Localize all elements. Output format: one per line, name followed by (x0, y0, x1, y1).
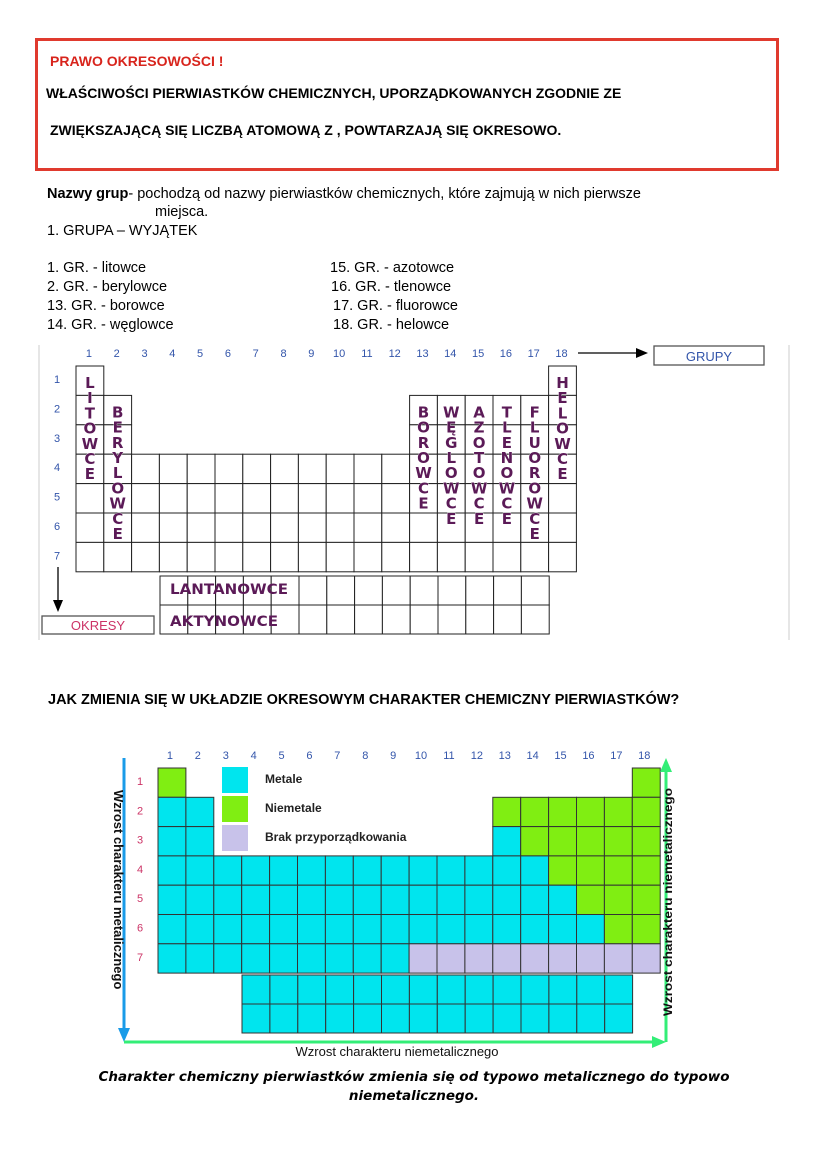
group-name-letter: H (556, 374, 569, 392)
element-cell (242, 885, 270, 914)
group-name-letter: C (556, 450, 569, 468)
group-name-letter: C (473, 494, 485, 513)
metallic-arrow-head (118, 1028, 130, 1042)
element-cell (270, 944, 298, 973)
f-block-cell (382, 975, 410, 1004)
group-name-letter: C (529, 509, 541, 528)
element-cell (549, 797, 577, 826)
period-number: 3 (53, 432, 61, 445)
group-number: 14 (444, 348, 457, 360)
group-name-letter: Y (112, 449, 124, 467)
element-cell (214, 856, 242, 885)
group-name-letter: W (109, 494, 126, 513)
legend-label: Brak przyporządkowania (265, 830, 407, 844)
group-number: 18 (638, 750, 651, 762)
element-cell (186, 944, 214, 973)
element-cell (409, 915, 437, 944)
group-name-letter: W (443, 479, 460, 498)
element-cell (298, 915, 326, 944)
period-number: 6 (53, 521, 61, 533)
group-number: 17 (610, 750, 623, 762)
group-name-letter: E (557, 465, 568, 484)
group-number: 15 (471, 348, 485, 360)
period-number: 2 (53, 403, 61, 416)
group-name-letter: W (526, 494, 543, 513)
group-name-letter: G (445, 433, 458, 452)
group-name-letter: R (417, 433, 430, 452)
group-exception: 1. GRUPA – WYJĄTEK (47, 223, 198, 239)
element-cell (214, 885, 242, 914)
f-block-cell (549, 975, 577, 1004)
group-name-letter: T (84, 404, 96, 423)
element-cell (465, 856, 493, 885)
element-cell (325, 856, 353, 885)
group-list-item: 1. GR. - litowce (47, 260, 147, 276)
element-cell (186, 797, 214, 826)
element-cell (604, 885, 632, 914)
question-heading: JAK ZMIENIA SIĘ W UKŁADZIE OKRESOWYM CHARAKTER CHEMICZNY PIERWIASTKÓW? (48, 692, 680, 708)
f-block-cell (354, 975, 382, 1004)
f-block-cell (382, 1004, 410, 1033)
element-cell (325, 944, 353, 973)
group-number: 15 (554, 750, 567, 762)
group-number: 5 (278, 750, 285, 762)
group-name-letter: E (446, 509, 457, 528)
f-block-cell (465, 1004, 493, 1033)
element-cell (632, 915, 660, 944)
group-name-letter: Ę (446, 418, 457, 437)
element-cell (270, 885, 298, 914)
f-block-cell (326, 975, 354, 1004)
element-cell (577, 797, 605, 826)
element-cell (437, 944, 465, 973)
f-block-cell (409, 975, 437, 1004)
group-number: 11 (361, 348, 373, 360)
group-list-item: 2. GR. - berylowce (47, 279, 168, 295)
group-name-letter: E (557, 389, 568, 408)
f-block-cell (298, 1004, 326, 1033)
group-number: 8 (362, 750, 369, 762)
group-number: 7 (334, 750, 341, 762)
group-number: 11 (443, 750, 455, 762)
group-number: 16 (499, 348, 513, 360)
group-name-letter: R (111, 433, 124, 452)
f-block-cell (437, 975, 465, 1004)
period-number: 7 (53, 550, 61, 563)
group-name-letter: C (84, 450, 96, 468)
group-name-letter: L (85, 374, 95, 392)
group-name-letter: C (112, 509, 124, 528)
group-number: 7 (252, 348, 259, 360)
group-number: 3 (222, 750, 229, 762)
f-block-cell (521, 975, 549, 1004)
f-block-cell (298, 975, 326, 1004)
legend-label: Niemetale (265, 801, 322, 815)
group-name-letter: O (417, 418, 430, 437)
f-block-cell (242, 975, 270, 1004)
group-name-letter: E (84, 465, 96, 484)
element-cell (186, 856, 214, 885)
element-cell (604, 797, 632, 826)
period-number: 4 (136, 863, 144, 876)
element-cell (298, 885, 326, 914)
group-number: 10 (414, 750, 428, 762)
element-cell (158, 797, 186, 826)
group-number: 6 (224, 348, 231, 360)
group-name-letter: W (81, 434, 99, 453)
period-number: 6 (136, 922, 144, 935)
element-cell (604, 944, 632, 973)
group-number: 4 (250, 750, 257, 762)
f-block-cell (242, 1004, 270, 1033)
group-number: 1 (166, 750, 174, 762)
element-cell (493, 856, 521, 885)
f-block-cell (605, 1004, 633, 1033)
group-name-letter: A (473, 403, 485, 422)
group-name-letter: E (529, 525, 540, 543)
group-number: 17 (527, 348, 540, 360)
group-name-letter: B (111, 403, 124, 422)
group-name-letter: C (501, 494, 513, 513)
element-cell (549, 827, 577, 856)
f-block-cell (409, 1004, 437, 1033)
element-cell (577, 827, 605, 856)
element-cell (521, 944, 549, 973)
group-name-letter: L (112, 464, 123, 483)
group-number: 16 (582, 750, 595, 762)
element-cell (549, 885, 577, 914)
group-name-letter: E (418, 494, 429, 513)
element-cell (186, 827, 214, 856)
element-cell (158, 915, 186, 944)
nonmetallic-bottom-label: Wzrost charakteru niemetalicznego (295, 1044, 499, 1059)
element-cell (604, 856, 632, 885)
group-list-item: 16. GR. - tlenowce (331, 279, 452, 295)
f-block-cell (270, 975, 298, 1004)
element-cell (353, 856, 381, 885)
group-name-letter: E (473, 509, 485, 528)
element-cell (549, 944, 577, 973)
group-number: 9 (308, 348, 315, 360)
element-cell (270, 915, 298, 944)
element-cell (381, 915, 409, 944)
group-name-letter: W (554, 434, 571, 453)
group-number: 5 (197, 348, 204, 360)
f-block-cell (326, 1004, 354, 1033)
group-list-item: 18. GR. - helowce (333, 317, 450, 333)
element-cell (437, 915, 465, 944)
element-cell (577, 944, 605, 973)
element-cell (549, 915, 577, 944)
group-name-letter: T (473, 449, 485, 467)
groups-intro-bold: Nazwy grup (47, 186, 129, 202)
group-number: 2 (113, 348, 120, 360)
element-cell (298, 856, 326, 885)
f-block-cell (493, 1004, 521, 1033)
f-block-cell (465, 975, 493, 1004)
group-number: 1 (85, 348, 92, 360)
element-cell (242, 856, 270, 885)
group-name-letter: R (528, 464, 541, 483)
group-list-item: 14. GR. - węglowce (47, 317, 174, 333)
element-cell (353, 915, 381, 944)
element-cell (186, 885, 214, 914)
lanthanides-label: LANTANOWCE (170, 582, 288, 598)
group-name-letter: O (528, 449, 542, 467)
group-number: 4 (169, 348, 176, 360)
element-cell (158, 944, 186, 973)
metallic-axis-label: Wzrost charakteru metalicznego (111, 790, 126, 990)
element-cell (632, 797, 660, 826)
group-number: 18 (555, 348, 568, 360)
element-cell (549, 856, 577, 885)
element-cell (632, 856, 660, 885)
legend-swatch (222, 796, 248, 822)
element-cell (381, 944, 409, 973)
f-block-cell (270, 1004, 298, 1033)
nonmetallic-right-arrow-head (660, 758, 672, 772)
nonmetallic-bottom-arrow-head (652, 1036, 666, 1048)
period-number: 2 (136, 805, 144, 818)
group-name-letter: L (557, 404, 568, 423)
element-cell (465, 915, 493, 944)
element-cell (381, 885, 409, 914)
group-name-letter: O (111, 479, 125, 498)
element-cell (493, 827, 521, 856)
group-name-letter: O (83, 419, 97, 438)
group-number: 6 (306, 750, 313, 762)
period-number: 3 (136, 834, 144, 847)
group-number: 13 (498, 750, 511, 762)
f-block-cell (354, 1004, 382, 1033)
element-cell (577, 915, 605, 944)
element-cell (465, 885, 493, 914)
element-cell (577, 856, 605, 885)
periods-label: OKRESY (70, 618, 126, 633)
element-cell (493, 797, 521, 826)
element-cell (465, 944, 493, 973)
group-number: 2 (194, 750, 201, 762)
group-name-letter: O (417, 449, 430, 467)
group-name-letter: I (87, 389, 93, 408)
group-name-letter: C (445, 494, 457, 513)
group-name-letter: N (500, 449, 514, 467)
element-cell (604, 827, 632, 856)
group-number: 8 (280, 348, 287, 360)
element-cell (242, 915, 270, 944)
group-name-letter: O (556, 419, 569, 438)
group-name-letter: E (501, 509, 513, 528)
element-cell (353, 885, 381, 914)
element-cell (298, 944, 326, 973)
group-name-letter: O (500, 464, 514, 483)
group-name-letter: L (502, 418, 512, 437)
group-number: 14 (526, 750, 539, 762)
element-cell (158, 768, 186, 797)
element-cell (632, 944, 660, 973)
element-cell (270, 856, 298, 885)
element-cell (325, 885, 353, 914)
f-block-cell (605, 975, 633, 1004)
group-name-letter: O (528, 479, 542, 498)
group-name-letter: F (529, 403, 540, 422)
element-cell (493, 944, 521, 973)
group-number: 3 (141, 348, 148, 360)
group-name-letter: E (501, 433, 513, 452)
element-cell (521, 915, 549, 944)
element-cell (353, 944, 381, 973)
element-cell (214, 915, 242, 944)
legend-swatch (222, 825, 248, 851)
element-cell (632, 768, 660, 797)
group-list-item: 17. GR. - fluorowce (333, 298, 458, 314)
element-cell (158, 856, 186, 885)
law-line-2: ZWIĘKSZAJĄCĄ SIĘ LICZBĄ ATOMOWĄ Z , POWTARZAJĄ SIĘ OKRESOWO. (50, 122, 562, 138)
legend-swatch (222, 767, 248, 793)
group-name-letter: W (498, 479, 516, 498)
element-cell (577, 885, 605, 914)
element-cell (493, 885, 521, 914)
element-cell (437, 885, 465, 914)
element-cell (409, 856, 437, 885)
element-cell (521, 797, 549, 826)
element-cell (632, 827, 660, 856)
element-cell (604, 915, 632, 944)
element-cell (158, 827, 186, 856)
group-name-letter: O (444, 464, 458, 483)
groups-label: GRUPY (685, 349, 733, 364)
group-list-item: 15. GR. - azotowce (330, 260, 455, 276)
group-name-letter: T (501, 403, 513, 422)
element-cell (521, 885, 549, 914)
group-name-letter: O (472, 433, 486, 452)
group-name-letter: Z (473, 418, 485, 437)
group-list-item: 13. GR. - borowce (47, 298, 165, 314)
group-name-letter: W (415, 464, 432, 483)
group-name-letter: L (529, 418, 540, 437)
element-cell (158, 885, 186, 914)
element-cell (186, 915, 214, 944)
period-number: 1 (53, 374, 61, 386)
nonmetallic-axis-label: Wzrost charakteru niemetalicznego (661, 814, 675, 1016)
f-block-cell (493, 975, 521, 1004)
group-number: 10 (332, 348, 346, 360)
law-line-1: WŁAŚCIWOŚCI PIERWIASTKÓW CHEMICZNYCH, UPORZĄDKOWANYCH ZGODNIE ZE (46, 85, 622, 101)
conclusion-text: Charakter chemiczny pierwiastków zmienia się od typowo metalicznego do typowo niemetalicznego. (98, 1069, 730, 1104)
group-number: 12 (388, 348, 401, 360)
group-name-letter: O (472, 464, 486, 483)
element-cell (409, 944, 437, 973)
period-number: 4 (53, 462, 61, 475)
period-number: 5 (136, 893, 144, 906)
groups-intro-cont: miejsca. (155, 204, 209, 220)
group-name-letter: U (528, 433, 541, 452)
period-number: 7 (136, 951, 144, 964)
legend-label: Metale (265, 772, 303, 786)
actinides-label: AKTYNOWCE (170, 614, 278, 630)
element-cell (521, 827, 549, 856)
group-name-letter: C (417, 479, 430, 498)
group-name-letter: L (446, 449, 457, 467)
element-cell (521, 856, 549, 885)
element-cell (325, 915, 353, 944)
group-name-letter: B (417, 403, 430, 422)
element-cell (493, 915, 521, 944)
element-cell (242, 944, 270, 973)
element-cell (437, 856, 465, 885)
group-name-letter: E (112, 525, 123, 543)
f-block-cell (437, 1004, 465, 1033)
element-cell (632, 885, 660, 914)
group-name-letter: W (443, 403, 460, 422)
element-cell (409, 885, 437, 914)
group-number: 9 (390, 750, 397, 762)
period-number: 1 (136, 776, 144, 788)
f-block-cell (577, 975, 605, 1004)
group-number: 13 (416, 348, 429, 360)
period-number: 5 (53, 491, 61, 504)
f-block-cell (549, 1004, 577, 1033)
group-name-letter: E (112, 418, 123, 437)
element-cell (381, 856, 409, 885)
groups-intro-text: - pochodzą od nazwy pierwiastków chemicznych, które zajmują w nich pierwsze (128, 186, 641, 202)
group-number: 12 (470, 750, 483, 762)
f-block-cell (521, 1004, 549, 1033)
f-block-cell (577, 1004, 605, 1033)
element-cell (214, 944, 242, 973)
group-name-letter: W (470, 479, 488, 498)
law-title: PRAWO OKRESOWOŚCI ! (50, 53, 224, 69)
